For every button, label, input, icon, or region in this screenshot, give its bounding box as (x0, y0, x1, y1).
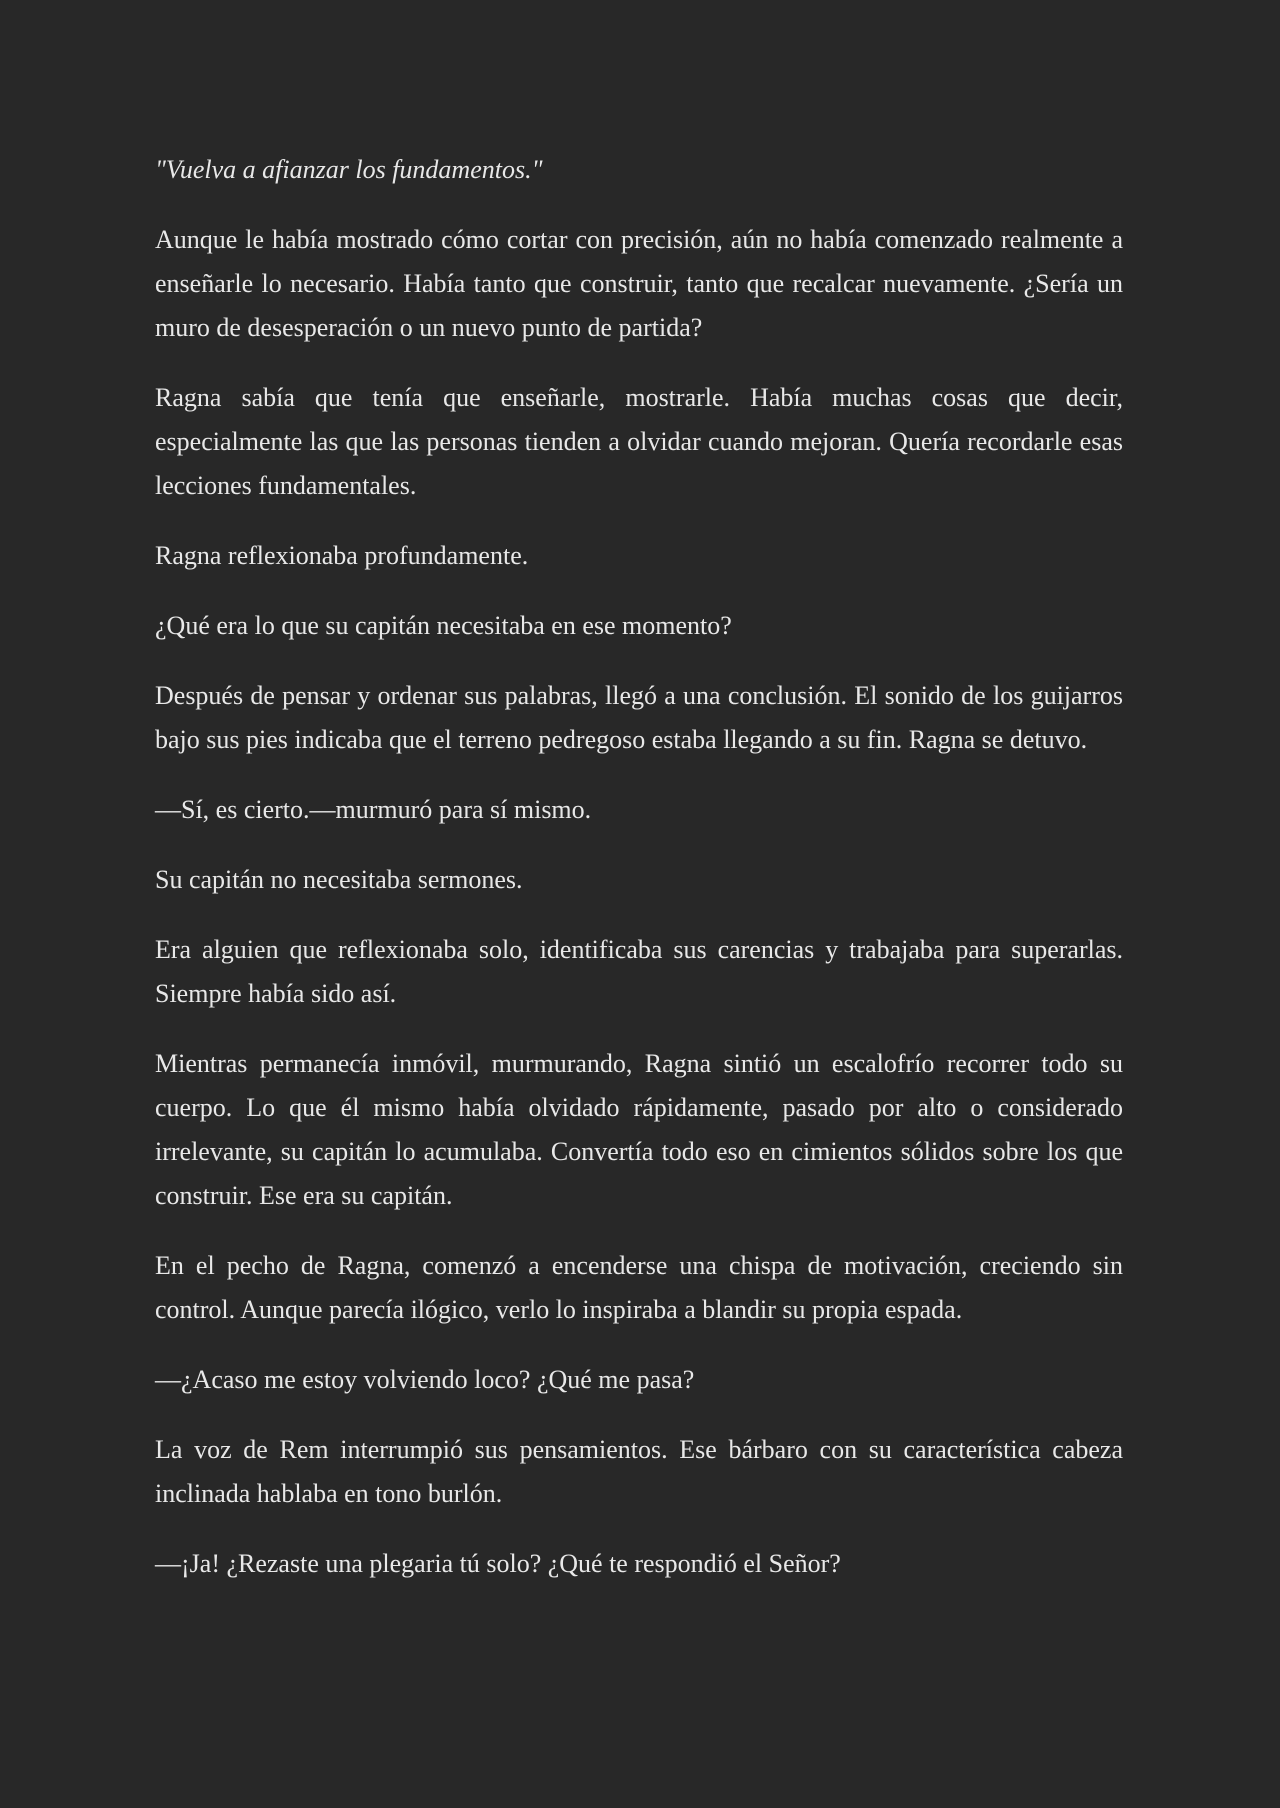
paragraph: Ragna reflexionaba profundamente. (155, 541, 529, 570)
paragraph: Ragna sabía que tenía que enseñarle, mostrarle. Había muchas cosas que decir, especialmente las que las personas tienden a olvidar cuando mejoran. Quería recordarle esas lecciones fundamentales. (155, 383, 1123, 500)
paragraph: Era alguien que reflexionaba solo, identificaba sus carencias y trabajaba para superarlas. Siempre había sido así. (155, 935, 1123, 1008)
paragraph-dialogue: —Sí, es cierto.—murmuró para sí mismo. (155, 795, 592, 824)
reader-page (155, 148, 1123, 1612)
paragraph: Después de pensar y ordenar sus palabras, llegó a una conclusión. El sonido de los guijarros bajo sus pies indicaba que el terreno pedregoso estaba llegando a su fin. Ragna se detuvo. (155, 681, 1123, 754)
paragraph: Mientras permanecía inmóvil, murmurando, Ragna sintió un escalofrío recorrer todo su cuerpo. Lo que él mismo había olvidado rápidamente, pasado por alto o considerado irrelevante, su capitán lo acumulaba. Convertía todo eso en cimientos sólidos sobre los que construir. Ese era su capitán. (155, 1049, 1123, 1210)
paragraph-quote: "Vuelva a afianzar los fundamentos." (155, 155, 543, 184)
paragraph: La voz de Rem interrumpió sus pensamientos. Ese bárbaro con su característica cabeza inclinada hablaba en tono burlón. (155, 1435, 1123, 1508)
paragraph: ¿Qué era lo que su capitán necesitaba en ese momento? (155, 611, 732, 640)
paragraph: En el pecho de Ragna, comenzó a encenderse una chispa de motivación, creciendo sin control. Aunque parecía ilógico, verlo lo inspiraba a blandir su propia espada. (155, 1251, 1123, 1324)
paragraph-dialogue: —¿Acaso me estoy volviendo loco? ¿Qué me pasa? (155, 1365, 695, 1394)
paragraph: Aunque le había mostrado cómo cortar con precisión, aún no había comenzado realmente a enseñarle lo necesario. Había tanto que construir, tanto que recalcar nuevamente. ¿Sería un muro de desesperación o un nuevo punto de partida? (155, 225, 1123, 342)
paragraph-dialogue: —¡Ja! ¿Rezaste una plegaria tú solo? ¿Qué te respondió el Señor? (155, 1549, 841, 1578)
paragraph: Su capitán no necesitaba sermones. (155, 865, 523, 894)
